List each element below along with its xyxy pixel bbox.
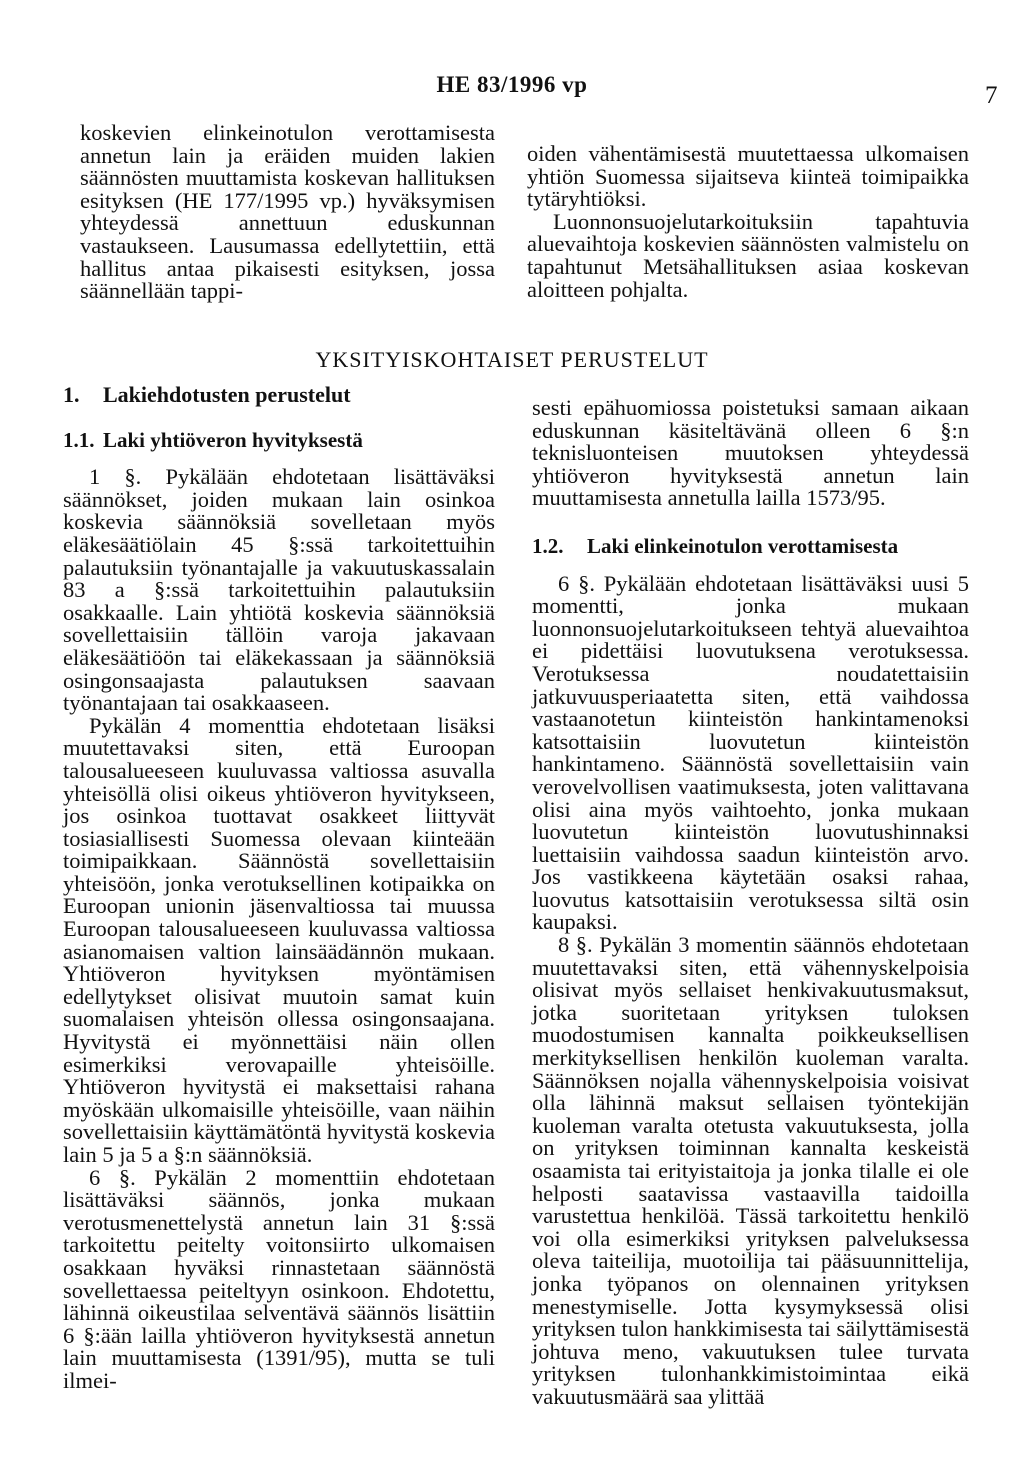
section-title: YKSITYISKOHTAISET PERUSTELUT xyxy=(315,347,709,372)
top-left-column xyxy=(80,122,495,303)
heading-text: Lakiehdotusten perustelut xyxy=(103,382,351,407)
paragraph: Pykälän 4 momenttia ehdotetaan lisäksi muutettavaksi siten, että Euroopan talousalueeseen kuuluvassa valtiossa asuvalla yhteisöllä olisi oikeus yhtiöveron hyvitykseen, jos osinkoa tuottavat osakkeet liittyvät tosiasiallisesti Suomessa olevaan kiinteään toimipaikkaan. Säännöstä sovellettaisiin yhteisöön, jonka verotuksellinen kotipaikka on Euroopan unionin jäsenvaltiossa tai muussa Euroopan talousalueeseen kuuluvassa valtiossa asianomaisen valtion lainsäädännön mukaan. Yhtiöveron hyvityksen myöntämisen edellytykset olisivat muutoin samat kuin suomalaisen yhteisön ollessa osingonsaajana. Hyvitystä ei myönnettäisi näin ollen esimerkiksi verovapaille yhteisöille. Yhtiöveron hyvitystä ei maksettaisi rahana myöskään ulkomaisille yhteisöille, vaan näihin sovellettaisiin käyttämätöntä hyvitystä koskevia lain 5 ja 5 a §:n säännöksiä. xyxy=(63,712,495,1167)
paragraph: Luonnonsuojelutarkoituksiin tapahtuvia aluevaihtoja koskevien säännösten valmistelu on tapahtunut Metsähallituksen asiaa koskevan aloitteen pohjalta. xyxy=(527,208,969,302)
paragraph: oiden vähentämisestä muutettaessa ulkomaisen yhtiön Suomessa sijaitseva kiinteä toimipaikka tytäryhtiöksi. xyxy=(527,141,969,212)
heading-2 xyxy=(532,535,969,558)
heading-2 xyxy=(63,429,495,452)
heading-number: 1. xyxy=(63,382,80,407)
page-number: 7 xyxy=(985,82,998,109)
heading-text: Laki yhtiöveron hyvityksestä xyxy=(103,427,363,452)
top-right-column xyxy=(527,143,969,301)
paragraph: 6 §. Pykälään ehdotetaan lisättäväksi uusi 5 momentti, jonka mukaan luonnonsuojelutarkoitukseen tehtyä aluevaihtoa ei pidettäisi luovutuksena verotuksessa. Verotuksessa noudatettaisiin jatkuvuusperiaatetta siten, että vaihdossa vastaanotetun kiinteistön hankintamenoksi katsottaisiin luovutetun kiinteistön hankintameno. Säännöstä sovellettaisiin vain verovelvollisen vaatimuksesta, joten valittavana olisi aina myös vaihtoehto, jonka mukaan luovutetun kiinteistön luovutushinnaksi luettaisiin vaihdossa saadun kiinteistön arvo. Jos vastikkeena käytetään osaksi rahaa, luovutus katsottaisiin verotuksessa siltä osin kaupaksi. xyxy=(532,570,969,935)
paragraph: koskevien elinkeinotulon verottamisesta annetun lain ja eräiden muiden lakien säännösten muuttamista koskevan hallituksen esityksen (HE 177/1995 vp.) hyväksymisen yhteydessä annettuun eduskunnan vastaukseen. Lausumassa edellytettiin, että hallitus antaa pikaisesti esityksen, jossa säännellään tappi- xyxy=(80,120,495,304)
paragraph: sesti epähuomiossa poistetuksi samaan aikaan eduskunnan käsiteltävänä olleen 6 §:n teknisluonteisen muutoksen yhteydessä yhtiöveron hyvityksestä annetun lain muuttamisesta annetulla lailla 1573/95. xyxy=(532,395,969,511)
paragraph: 6 §. Pykälän 2 momenttiin ehdotetaan lisättäväksi säännös, jonka mukaan verotusmenettelystä annetun lain 31 §:ssä tarkoitettu peitelty voitonsiirto ulkomaisen osakkaan hyväksi rinnastetaan säännöstä sovellettaessa peiteltyyn osinkoon. Ehdotettu, lähinnä oikeustilaa selventävä säännös lisättiin 6 §:ään lailla yhtiöveron hyvityksestä annetun lain muuttamisesta (1391/95), mutta se tuli ilmei- xyxy=(63,1164,495,1393)
paragraph: 8 §. Pykälän 3 momentin säännös ehdotetaan muutettavaksi siten, että vähennyskelpoisia olisivat myös sellaiset henkivakuutusmaksut, jotka suoritetaan yrityksen tuloksen muodostumisen kannalta poikkeuksellisen merkityksellisen henkilön kuoleman varalta. Säännöksen nojalla vähennyskelpoisia voisivat olla lähinnä maksut sellaisen työntekijän kuoleman varalta otetusta vakuutuksesta, jolla on yrityksen toiminnan kannalta keskeistä osaamista tai erityistaitoja ja jonka tilalle ei ole helposti saatavissa vastaavilla taidoilla varustettua henkilöä. Tässä tarkoitettu henkilö voi olla esimerkiksi yrityksen palveluksessa oleva taiteilija, muotoilija tai pääsuunnittelija, jonka työpanos on olennainen yrityksen menestymiselle. Jotta kysymyksessä olisi yrityksen tulon hankkimisesta tai säilyttämisestä johtuva meno, vakuutuksen tulee turvata yrityksen tulonhankkimistoimintaa eikä vakuutusmäärä saa ylittää xyxy=(532,932,969,1409)
paragraph: 1 §. Pykälään ehdotetaan lisättäväksi säännökset, joiden mukaan lain osinkoa koskevia säännöksiä sovelletaan myös eläkesäätiölain 45 §:ssä tarkoitettuihin palautuksiin työnantajalle ja vakuutuskassalain 83 a §:ssä tarkoitettuihin palautuksiin osakkaalle. Lain yhtiötä koskevia säännöksiä sovellettaisiin tällöin varoja jakavaan eläkesäätiöön tai eläkekassaan ja säännöksiä osingonsaajasta palautuksen saavaan työnantajaan tai osakkaaseen. xyxy=(63,464,495,716)
heading-number: 1.1. xyxy=(63,427,95,452)
left-column xyxy=(63,384,495,1393)
document-code: HE 83/1996 vp xyxy=(436,72,588,97)
heading-number: 1.2. xyxy=(532,533,564,558)
right-column xyxy=(532,397,969,1409)
heading-1 xyxy=(63,384,495,407)
heading-text: Laki elinkeinotulon verottamisesta xyxy=(587,533,899,558)
